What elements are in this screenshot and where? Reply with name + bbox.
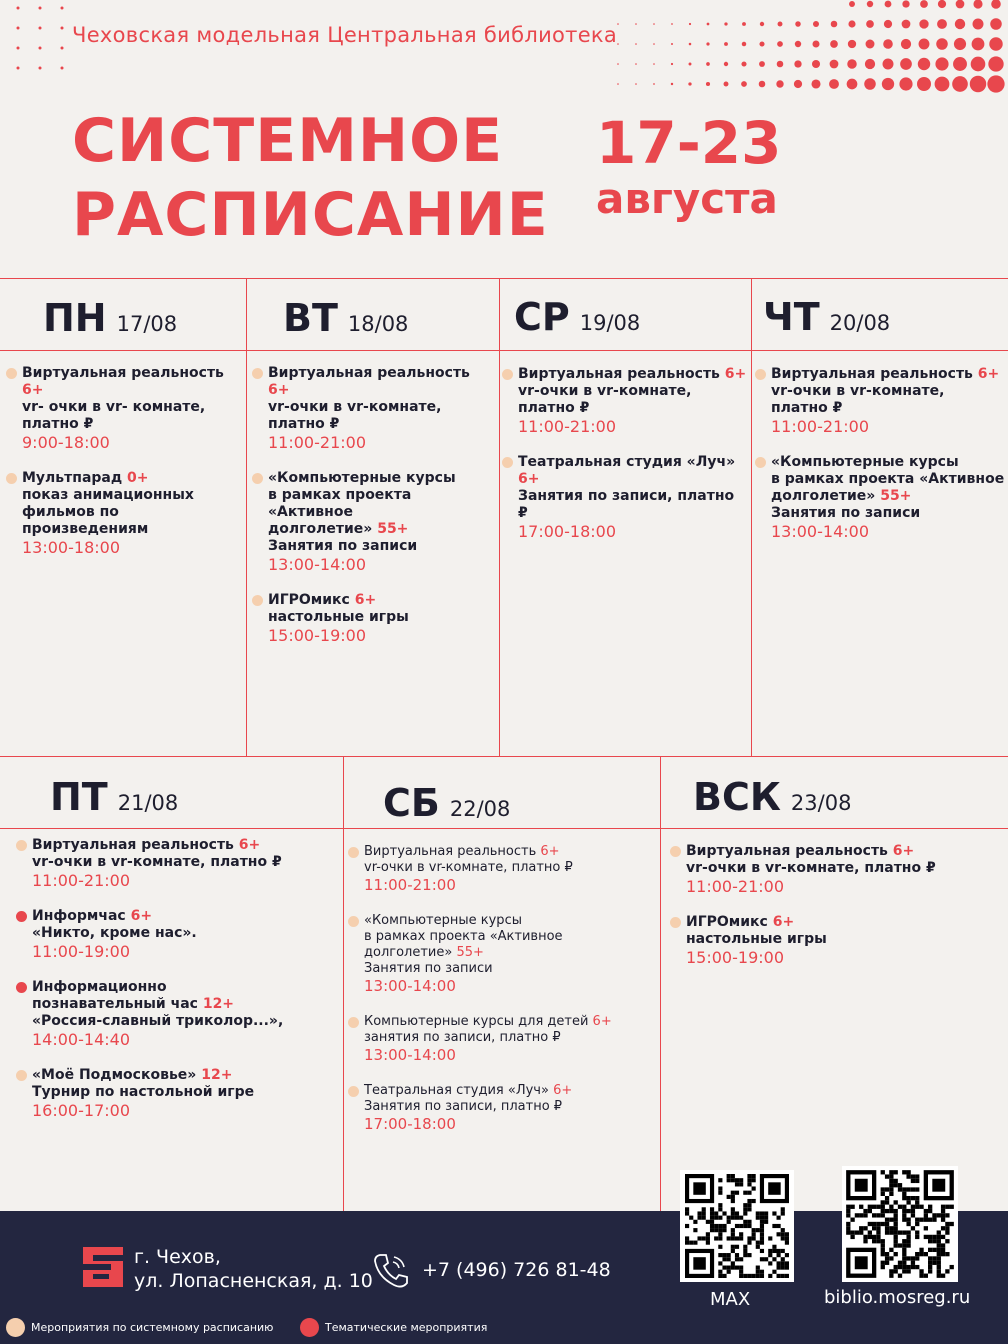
date-range-month: августа: [596, 174, 778, 223]
grid-line: [0, 828, 1008, 829]
event-item: [16, 908, 340, 961]
age-rating: 6+: [887, 843, 915, 859]
day-date: 19/08: [579, 311, 641, 335]
age-rating: 0+: [122, 470, 149, 486]
systemic-dot-icon: [252, 368, 263, 379]
event-item: [502, 366, 748, 436]
events-wed: [502, 366, 748, 559]
systemic-dot-icon: [670, 846, 681, 857]
event-description: Занятия по записи, платно ₽: [518, 488, 735, 521]
event-description: Занятия по записи, платно ₽: [364, 1099, 563, 1114]
event-title: Виртуальная реальность 6+: [771, 366, 1000, 382]
event-item: [348, 1014, 656, 1065]
age-rating: 6+: [588, 1014, 612, 1029]
day-name: ЧТ: [763, 295, 820, 339]
event-time: 17:00-18:00: [518, 522, 616, 541]
day-header-sat: [383, 781, 510, 825]
systemic-dot-icon: [6, 473, 17, 484]
grid-line: [246, 278, 247, 756]
event-title: Театральная студия «Луч» 6+: [518, 454, 736, 487]
event-time: 11:00-21:00: [364, 876, 456, 894]
event-description: занятия по записи, платно ₽: [364, 1030, 561, 1045]
age-rating: 6+: [548, 1083, 573, 1098]
event-item: [670, 914, 1000, 967]
age-rating: 6+: [518, 471, 540, 487]
day-date: 21/08: [117, 791, 179, 815]
title-line-1: СИСТЕМНОЕ: [72, 106, 504, 176]
event-description: Занятия по записи: [268, 538, 418, 554]
event-description: показ анимационных: [22, 487, 194, 503]
event-title: «Компьютерные курсы: [364, 913, 522, 928]
grid-line: [343, 756, 344, 1211]
systemic-dot-icon: [348, 1017, 359, 1028]
event-item: [755, 454, 1005, 541]
systemic-dot-icon: [755, 369, 766, 380]
day-date: 20/08: [829, 311, 891, 335]
grid-line: [499, 278, 500, 756]
event-item: [348, 913, 656, 996]
legend-systemic: [6, 1318, 273, 1337]
organization-name: Чеховская модельная Центральная библиотека: [72, 23, 618, 47]
phone-icon: [372, 1251, 408, 1291]
qr-code-icon[interactable]: [842, 1166, 958, 1282]
event-title: Театральная студия «Луч» 6+: [364, 1083, 573, 1098]
event-title: «Компьютерные курсы: [268, 470, 456, 486]
event-description: долголетие» 55+: [771, 488, 912, 504]
event-time: 13:00-14:00: [364, 1046, 456, 1064]
events-sat: [348, 844, 656, 1152]
systemic-dot-icon: [755, 457, 766, 468]
systemic-dot-icon: [252, 473, 263, 484]
event-description: vr-очки в vr-комнате, платно ₽: [32, 854, 282, 870]
day-date: 23/08: [790, 791, 852, 815]
age-rating: 6+: [22, 382, 44, 398]
event-description: vr- очки в vr- комнате,: [22, 399, 206, 415]
grid-line: [660, 756, 661, 1211]
event-item: [348, 844, 656, 895]
age-rating: 6+: [125, 908, 153, 924]
systemic-dot-icon: [16, 1070, 27, 1081]
systemic-dot-icon: [348, 916, 359, 927]
title-line-2: РАСПИСАНИЕ: [72, 180, 549, 250]
day-name: ВСК: [693, 775, 781, 819]
age-rating: 12+: [196, 1067, 233, 1083]
event-description: фильмов по произведениям: [22, 504, 149, 537]
day-name: СБ: [383, 781, 440, 825]
events-sun: [670, 843, 1000, 985]
systemic-dot-icon: [6, 368, 17, 379]
qr-max-label: MAX: [710, 1289, 751, 1310]
systemic-dot-icon: [348, 847, 359, 858]
event-description: vr-очки в vr-комнате, платно ₽: [364, 860, 573, 875]
event-title: Виртуальная реальность 6+: [518, 366, 747, 382]
event-description: долголетие» 55+: [268, 521, 409, 537]
age-rating: 6+: [972, 366, 1000, 382]
day-name: СР: [514, 295, 570, 339]
decorative-dot-pattern: [608, 0, 1008, 100]
event-description: Занятия по записи: [364, 961, 493, 976]
event-time: 11:00-21:00: [518, 417, 616, 436]
age-rating: 6+: [268, 382, 290, 398]
event-title: Информчас 6+: [32, 908, 153, 924]
event-time: 13:00-14:00: [268, 555, 366, 574]
event-title: Мультпарад 0+: [22, 470, 149, 486]
event-title: ИГРОмикс 6+: [268, 592, 377, 608]
event-time: 9:00-18:00: [22, 433, 110, 452]
event-description: познавательный час 12+: [32, 996, 235, 1012]
event-title: Компьютерные курсы для детей 6+: [364, 1014, 612, 1029]
event-item: [16, 837, 340, 890]
event-description: настольные игры: [268, 609, 409, 625]
age-rating: 6+: [719, 366, 747, 382]
event-item: [252, 365, 496, 452]
event-title: «Моё Подмосковье» 12+: [32, 1067, 233, 1083]
events-thu: [755, 366, 1005, 559]
age-rating: 6+: [233, 837, 261, 853]
event-description: vr-очки в vr-комнате, платно ₽: [518, 383, 692, 416]
systemic-dot-icon: [502, 369, 513, 380]
day-date: 17/08: [116, 312, 178, 336]
event-item: [16, 1067, 340, 1120]
day-name: ВТ: [283, 296, 338, 340]
event-description: платно ₽: [22, 416, 94, 432]
event-description: vr-очки в vr-комнате, платно ₽: [268, 399, 442, 432]
day-header-sun: [693, 775, 851, 819]
event-description: Занятия по записи: [771, 505, 921, 521]
event-description: «Никто, кроме нас».: [32, 925, 197, 941]
day-header-mon: [43, 296, 177, 340]
event-time: 11:00-21:00: [32, 871, 130, 890]
events-mon: [6, 365, 242, 575]
age-rating: 6+: [536, 844, 560, 859]
age-rating: 6+: [767, 914, 795, 930]
event-time: 11:00-21:00: [771, 417, 869, 436]
event-description: настольные игры: [686, 931, 827, 947]
event-title: Виртуальная реальность 6+: [32, 837, 261, 853]
date-range-days: 17-23: [596, 109, 782, 177]
event-time: 15:00-19:00: [686, 948, 784, 967]
event-title: Информационно: [32, 979, 167, 995]
address-line-2: ул. Лопасненская, д. 10: [134, 1270, 373, 1292]
day-header-tue: [283, 296, 408, 340]
event-time: 13:00-14:00: [364, 977, 456, 995]
grid-line: [0, 350, 1008, 351]
event-description: в рамках проекта «Активное: [771, 471, 1005, 487]
address-line-1: г. Чехов,: [134, 1246, 221, 1268]
event-time: 17:00-18:00: [364, 1115, 456, 1133]
systemic-dot-icon: [16, 840, 27, 851]
event-time: 13:00-18:00: [22, 538, 120, 557]
day-date: 22/08: [449, 797, 511, 821]
event-description: Турнир по настольной игре: [32, 1084, 255, 1100]
event-item: [6, 470, 242, 557]
date-range: [596, 110, 782, 222]
event-title: Виртуальная реальность 6+: [268, 365, 470, 398]
phone-number[interactable]: +7 (496) 726 81-48: [422, 1259, 611, 1281]
event-title: Виртуальная реальность 6+: [686, 843, 915, 859]
event-description: в рамках проекта «Активное: [364, 929, 563, 944]
event-item: [502, 454, 748, 541]
systemic-dot-icon: [348, 1086, 359, 1097]
day-header-fri: [50, 775, 178, 819]
day-name: ПТ: [50, 775, 108, 819]
event-time: 14:00-14:40: [32, 1030, 130, 1049]
library-logo-icon: [83, 1247, 123, 1287]
legend-systemic-label: Мероприятия по системному расписанию: [31, 1321, 274, 1334]
legend-thematic: [300, 1318, 487, 1337]
event-item: [6, 365, 242, 452]
event-item: [755, 366, 1005, 436]
event-time: 11:00-21:00: [268, 433, 366, 452]
qr-code-icon[interactable]: [680, 1170, 794, 1282]
event-item: [252, 470, 496, 574]
event-title: Виртуальная реальность 6+: [364, 844, 560, 859]
event-title: «Компьютерные курсы: [771, 454, 959, 470]
day-name: ПН: [43, 296, 107, 340]
event-item: [252, 592, 496, 645]
grid-line: [0, 278, 1008, 279]
events-tue: [252, 365, 496, 663]
event-time: 15:00-19:00: [268, 626, 366, 645]
day-date: 18/08: [347, 312, 409, 336]
systemic-dot-icon: [670, 917, 681, 928]
grid-line: [751, 278, 752, 756]
page-title: [72, 104, 549, 252]
thematic-dot-icon: [16, 982, 27, 993]
systemic-dot-icon: [252, 595, 263, 606]
systemic-dot-icon: [502, 457, 513, 468]
event-time: 16:00-17:00: [32, 1101, 130, 1120]
decorative-dot-pattern-left: [0, 0, 70, 80]
event-description: vr-очки в vr-комнате, платно ₽: [686, 860, 936, 876]
grid-line: [0, 756, 1008, 757]
thematic-dot-icon: [300, 1318, 319, 1337]
address: [134, 1245, 373, 1293]
legend-thematic-label: Тематические мероприятия: [325, 1321, 488, 1334]
event-description: vr-очки в vr-комнате, платно ₽: [771, 383, 945, 416]
thematic-dot-icon: [16, 911, 27, 922]
systemic-dot-icon: [6, 1318, 25, 1337]
event-title: ИГРОмикс 6+: [686, 914, 795, 930]
event-time: 11:00-19:00: [32, 942, 130, 961]
qr-site-label[interactable]: biblio.mosreg.ru: [824, 1287, 971, 1308]
event-description: «Россия-славный триколор...»,: [32, 1013, 284, 1029]
day-header-thu: [763, 295, 890, 339]
age-rating: 6+: [349, 592, 377, 608]
day-header-wed: [514, 295, 640, 339]
event-item: [348, 1083, 656, 1134]
event-time: 11:00-21:00: [686, 877, 784, 896]
event-description: в рамках проекта «Активное: [268, 487, 412, 520]
event-title: Виртуальная реальность 6+: [22, 365, 224, 398]
events-fri: [16, 837, 340, 1138]
event-description: долголетие» 55+: [364, 945, 484, 960]
event-item: [16, 979, 340, 1049]
event-time: 13:00-14:00: [771, 522, 869, 541]
event-item: [670, 843, 1000, 896]
